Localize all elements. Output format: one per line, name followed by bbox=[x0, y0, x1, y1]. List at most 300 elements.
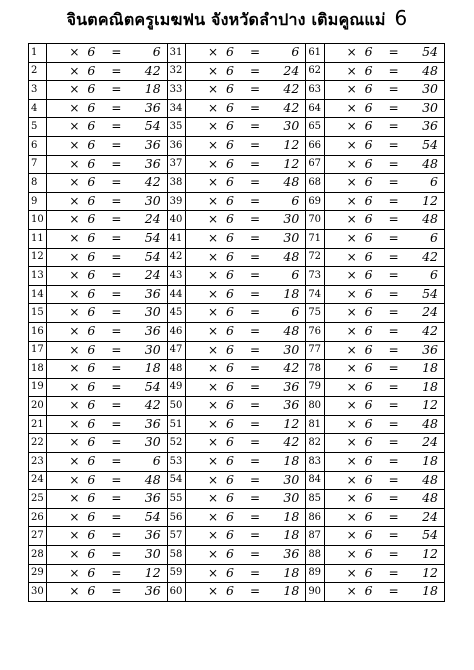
table-row bbox=[29, 397, 445, 416]
problem-number: 5 bbox=[29, 118, 47, 137]
problem-number: 90 bbox=[306, 583, 324, 602]
problem-expression bbox=[324, 341, 444, 360]
equals-sign: = bbox=[111, 342, 122, 357]
problem-number: 47 bbox=[167, 341, 185, 360]
product-value: 48 bbox=[422, 415, 438, 431]
times-sign: × bbox=[208, 565, 219, 580]
multiplier: 6 bbox=[87, 471, 96, 487]
times-sign: × bbox=[208, 454, 219, 469]
product-value: 12 bbox=[422, 192, 438, 208]
problem-number: 77 bbox=[306, 341, 324, 360]
problem-expression bbox=[47, 267, 167, 286]
equals-sign: = bbox=[388, 454, 399, 469]
problem-number: 76 bbox=[306, 322, 324, 341]
problem-expression bbox=[186, 397, 306, 416]
equals-sign: = bbox=[250, 454, 261, 469]
multiplier: 6 bbox=[364, 44, 373, 59]
problem-number: 36 bbox=[167, 136, 185, 155]
problem-expression bbox=[47, 322, 167, 341]
times-sign: × bbox=[346, 268, 357, 283]
times-sign: × bbox=[346, 82, 357, 97]
equals-sign: = bbox=[388, 137, 399, 152]
problem-number: 13 bbox=[29, 267, 47, 286]
problem-number: 59 bbox=[167, 564, 185, 583]
problem-number: 43 bbox=[167, 267, 185, 286]
multiplier: 6 bbox=[87, 341, 96, 357]
table-row bbox=[29, 583, 445, 602]
multiplier: 6 bbox=[87, 546, 96, 562]
table-row bbox=[29, 211, 445, 230]
equals-sign: = bbox=[388, 100, 399, 115]
multiplier: 6 bbox=[87, 285, 96, 301]
multiplier: 6 bbox=[364, 378, 373, 394]
problem-number: 15 bbox=[29, 304, 47, 323]
equals-sign: = bbox=[250, 435, 261, 450]
equals-sign: = bbox=[388, 268, 399, 283]
product-value: 12 bbox=[283, 155, 300, 171]
problem-expression bbox=[186, 267, 306, 286]
product-value: 48 bbox=[144, 471, 161, 487]
problem-number: 62 bbox=[306, 62, 324, 81]
table-row bbox=[29, 564, 445, 583]
product-value: 30 bbox=[283, 341, 300, 357]
product-value: 48 bbox=[422, 471, 438, 487]
product-value: 18 bbox=[283, 583, 300, 599]
product-value: 48 bbox=[422, 155, 438, 171]
problem-number: 57 bbox=[167, 527, 185, 546]
problem-expression bbox=[186, 527, 306, 546]
table-row bbox=[29, 322, 445, 341]
multiplier: 6 bbox=[364, 229, 373, 245]
equals-sign: = bbox=[250, 193, 261, 208]
product-value: 42 bbox=[283, 81, 300, 97]
problem-expression bbox=[324, 508, 444, 527]
problem-expression bbox=[324, 211, 444, 230]
multiplier: 6 bbox=[226, 81, 234, 97]
product-value: 18 bbox=[422, 360, 438, 376]
product-value: 6 bbox=[291, 44, 300, 59]
product-value: 30 bbox=[283, 471, 300, 487]
problem-expression bbox=[324, 490, 444, 509]
times-sign: × bbox=[69, 528, 80, 543]
product-value: 12 bbox=[422, 546, 438, 562]
multiplier: 6 bbox=[364, 304, 373, 320]
times-sign: × bbox=[346, 565, 357, 580]
multiplier: 6 bbox=[226, 304, 234, 320]
product-value: 42 bbox=[144, 397, 161, 413]
product-value: 54 bbox=[144, 248, 161, 264]
times-sign: × bbox=[208, 45, 219, 59]
title-number: 6 bbox=[394, 6, 408, 30]
problem-expression bbox=[324, 118, 444, 137]
times-sign: × bbox=[346, 472, 357, 487]
multiplier: 6 bbox=[226, 564, 234, 580]
problem-expression bbox=[186, 546, 306, 565]
times-sign: × bbox=[69, 249, 80, 264]
times-sign: × bbox=[208, 416, 219, 431]
multiplier: 6 bbox=[226, 508, 234, 524]
table-row bbox=[29, 453, 445, 472]
table-row bbox=[29, 229, 445, 248]
product-value: 36 bbox=[144, 322, 161, 338]
problem-expression bbox=[186, 248, 306, 267]
equals-sign: = bbox=[250, 119, 261, 134]
multiplier: 6 bbox=[364, 155, 373, 171]
problem-number: 20 bbox=[29, 397, 47, 416]
multiplier: 6 bbox=[226, 453, 234, 469]
table-row bbox=[29, 81, 445, 100]
equals-sign: = bbox=[250, 175, 261, 190]
problem-number: 48 bbox=[167, 360, 185, 379]
times-sign: × bbox=[346, 230, 357, 245]
times-sign: × bbox=[346, 528, 357, 543]
problem-number: 89 bbox=[306, 564, 324, 583]
times-sign: × bbox=[208, 361, 219, 376]
problem-number: 38 bbox=[167, 174, 185, 193]
multiplier: 6 bbox=[87, 155, 96, 171]
problem-number: 11 bbox=[29, 229, 47, 248]
product-value: 6 bbox=[430, 229, 438, 245]
multiplier: 6 bbox=[364, 360, 373, 376]
equals-sign: = bbox=[250, 305, 261, 320]
product-value: 54 bbox=[144, 118, 161, 134]
product-value: 54 bbox=[144, 378, 161, 394]
equals-sign: = bbox=[111, 268, 122, 283]
times-sign: × bbox=[69, 361, 80, 376]
product-value: 54 bbox=[144, 229, 161, 245]
problem-number: 85 bbox=[306, 490, 324, 509]
multiplication-worksheet bbox=[28, 43, 445, 602]
times-sign: × bbox=[69, 342, 80, 357]
product-value: 24 bbox=[283, 62, 300, 78]
problem-number: 30 bbox=[29, 583, 47, 602]
equals-sign: = bbox=[388, 584, 399, 599]
problem-expression bbox=[324, 44, 444, 63]
problem-expression bbox=[324, 434, 444, 453]
problem-number: 69 bbox=[306, 192, 324, 211]
multiplier: 6 bbox=[87, 378, 96, 394]
problem-number: 32 bbox=[167, 62, 185, 81]
product-value: 48 bbox=[422, 490, 438, 506]
problem-number: 58 bbox=[167, 546, 185, 565]
equals-sign: = bbox=[250, 491, 261, 506]
product-value: 42 bbox=[422, 248, 438, 264]
equals-sign: = bbox=[250, 584, 261, 599]
product-value: 6 bbox=[430, 267, 438, 283]
multiplier: 6 bbox=[364, 564, 373, 580]
equals-sign: = bbox=[111, 212, 122, 227]
problem-expression bbox=[186, 192, 306, 211]
equals-sign: = bbox=[250, 268, 261, 283]
product-value: 42 bbox=[283, 434, 300, 450]
equals-sign: = bbox=[388, 305, 399, 320]
problem-number: 42 bbox=[167, 248, 185, 267]
equals-sign: = bbox=[111, 584, 122, 599]
multiplier: 6 bbox=[364, 192, 373, 208]
equals-sign: = bbox=[388, 230, 399, 245]
times-sign: × bbox=[69, 63, 80, 78]
problem-number: 17 bbox=[29, 341, 47, 360]
multiplier: 6 bbox=[364, 583, 373, 599]
equals-sign: = bbox=[388, 63, 399, 78]
multiplier: 6 bbox=[364, 471, 373, 487]
problem-expression bbox=[324, 62, 444, 81]
problem-expression bbox=[324, 471, 444, 490]
times-sign: × bbox=[346, 175, 357, 190]
times-sign: × bbox=[346, 509, 357, 524]
times-sign: × bbox=[69, 435, 80, 450]
product-value: 6 bbox=[291, 304, 300, 320]
problem-number: 55 bbox=[167, 490, 185, 509]
multiplier: 6 bbox=[226, 583, 234, 599]
table-row bbox=[29, 490, 445, 509]
times-sign: × bbox=[69, 509, 80, 524]
equals-sign: = bbox=[250, 286, 261, 301]
page-title bbox=[0, 6, 474, 33]
problem-expression bbox=[47, 583, 167, 602]
equals-sign: = bbox=[111, 379, 122, 394]
equals-sign: = bbox=[250, 230, 261, 245]
problem-number: 64 bbox=[306, 99, 324, 118]
multiplier: 6 bbox=[364, 546, 373, 562]
problem-number: 9 bbox=[29, 192, 47, 211]
equals-sign: = bbox=[111, 398, 122, 413]
equals-sign: = bbox=[111, 509, 122, 524]
problem-number: 73 bbox=[306, 267, 324, 286]
product-value: 30 bbox=[422, 81, 438, 97]
problem-expression bbox=[47, 192, 167, 211]
multiplier: 6 bbox=[226, 136, 234, 152]
product-value: 18 bbox=[144, 360, 161, 376]
problem-expression bbox=[186, 118, 306, 137]
multiplier: 6 bbox=[87, 267, 96, 283]
times-sign: × bbox=[69, 45, 80, 59]
multiplier: 6 bbox=[226, 546, 234, 562]
product-value: 30 bbox=[283, 229, 300, 245]
problem-number: 14 bbox=[29, 285, 47, 304]
product-value: 6 bbox=[291, 192, 300, 208]
equals-sign: = bbox=[388, 342, 399, 357]
product-value: 48 bbox=[283, 174, 300, 190]
equals-sign: = bbox=[250, 63, 261, 78]
problem-expression bbox=[47, 397, 167, 416]
multiplier: 6 bbox=[87, 211, 96, 227]
problem-expression bbox=[324, 397, 444, 416]
times-sign: × bbox=[208, 82, 219, 97]
multiplier: 6 bbox=[226, 267, 234, 283]
problem-number: 4 bbox=[29, 99, 47, 118]
problem-number: 35 bbox=[167, 118, 185, 137]
multiplier: 6 bbox=[226, 248, 234, 264]
problem-expression bbox=[324, 136, 444, 155]
times-sign: × bbox=[346, 305, 357, 320]
problem-expression bbox=[47, 360, 167, 379]
problem-expression bbox=[47, 118, 167, 137]
problem-number: 21 bbox=[29, 415, 47, 434]
multiplier: 6 bbox=[226, 378, 234, 394]
problem-expression bbox=[186, 174, 306, 193]
equals-sign: = bbox=[250, 472, 261, 487]
times-sign: × bbox=[346, 491, 357, 506]
multiplier: 6 bbox=[364, 174, 373, 190]
table-row bbox=[29, 434, 445, 453]
equals-sign: = bbox=[388, 45, 399, 59]
equals-sign: = bbox=[388, 472, 399, 487]
problem-expression bbox=[47, 508, 167, 527]
problem-expression bbox=[186, 564, 306, 583]
times-sign: × bbox=[69, 491, 80, 506]
product-value: 18 bbox=[283, 285, 300, 301]
times-sign: × bbox=[208, 249, 219, 264]
product-value: 54 bbox=[422, 136, 438, 152]
product-value: 30 bbox=[283, 118, 300, 134]
times-sign: × bbox=[346, 63, 357, 78]
equals-sign: = bbox=[250, 509, 261, 524]
problem-expression bbox=[186, 99, 306, 118]
problem-number: 45 bbox=[167, 304, 185, 323]
table-row bbox=[29, 118, 445, 137]
times-sign: × bbox=[69, 323, 80, 338]
equals-sign: = bbox=[388, 82, 399, 97]
times-sign: × bbox=[346, 584, 357, 599]
times-sign: × bbox=[346, 342, 357, 357]
times-sign: × bbox=[69, 100, 80, 115]
problem-expression bbox=[324, 174, 444, 193]
equals-sign: = bbox=[388, 416, 399, 431]
times-sign: × bbox=[69, 547, 80, 562]
times-sign: × bbox=[346, 435, 357, 450]
problem-expression bbox=[47, 564, 167, 583]
problem-expression bbox=[47, 527, 167, 546]
problem-number: 1 bbox=[29, 44, 47, 63]
problem-number: 46 bbox=[167, 322, 185, 341]
problem-expression bbox=[186, 583, 306, 602]
equals-sign: = bbox=[111, 137, 122, 152]
product-value: 30 bbox=[144, 341, 161, 357]
times-sign: × bbox=[208, 230, 219, 245]
times-sign: × bbox=[346, 212, 357, 227]
multiplier: 6 bbox=[87, 118, 96, 134]
problem-expression bbox=[47, 81, 167, 100]
times-sign: × bbox=[208, 379, 219, 394]
times-sign: × bbox=[69, 212, 80, 227]
problem-number: 70 bbox=[306, 211, 324, 230]
problem-expression bbox=[47, 304, 167, 323]
problem-expression bbox=[324, 415, 444, 434]
table-row bbox=[29, 508, 445, 527]
equals-sign: = bbox=[250, 416, 261, 431]
times-sign: × bbox=[346, 379, 357, 394]
problem-number: 18 bbox=[29, 360, 47, 379]
problem-expression bbox=[47, 546, 167, 565]
times-sign: × bbox=[346, 119, 357, 134]
problem-number: 25 bbox=[29, 490, 47, 509]
multiplier: 6 bbox=[87, 527, 96, 543]
multiplier: 6 bbox=[87, 322, 96, 338]
product-value: 36 bbox=[144, 99, 161, 115]
multiplier: 6 bbox=[87, 415, 96, 431]
table-row bbox=[29, 62, 445, 81]
times-sign: × bbox=[346, 361, 357, 376]
product-value: 12 bbox=[144, 564, 161, 580]
problem-expression bbox=[324, 192, 444, 211]
product-value: 30 bbox=[144, 434, 161, 450]
equals-sign: = bbox=[111, 528, 122, 543]
product-value: 30 bbox=[283, 211, 300, 227]
problem-number: 44 bbox=[167, 285, 185, 304]
equals-sign: = bbox=[111, 230, 122, 245]
equals-sign: = bbox=[388, 361, 399, 376]
equals-sign: = bbox=[250, 156, 261, 171]
multiplier: 6 bbox=[226, 62, 234, 78]
problem-number: 72 bbox=[306, 248, 324, 267]
product-value: 24 bbox=[144, 211, 161, 227]
problem-expression bbox=[186, 453, 306, 472]
problem-number: 31 bbox=[167, 44, 185, 63]
table-row bbox=[29, 155, 445, 174]
times-sign: × bbox=[69, 379, 80, 394]
product-value: 42 bbox=[422, 322, 438, 338]
problem-number: 68 bbox=[306, 174, 324, 193]
times-sign: × bbox=[346, 286, 357, 301]
problem-number: 50 bbox=[167, 397, 185, 416]
equals-sign: = bbox=[388, 156, 399, 171]
problem-number: 51 bbox=[167, 415, 185, 434]
table-row bbox=[29, 248, 445, 267]
product-value: 36 bbox=[283, 397, 300, 413]
equals-sign: = bbox=[111, 323, 122, 338]
problem-expression bbox=[186, 155, 306, 174]
table-row bbox=[29, 174, 445, 193]
times-sign: × bbox=[208, 491, 219, 506]
equals-sign: = bbox=[250, 45, 261, 59]
problem-expression bbox=[47, 490, 167, 509]
equals-sign: = bbox=[250, 528, 261, 543]
product-value: 42 bbox=[144, 62, 161, 78]
product-value: 54 bbox=[422, 285, 438, 301]
product-value: 54 bbox=[422, 527, 438, 543]
title-text: จินตคณิตครูเมฆฟน จังหวัดลำปาง เติมคูณแม่ bbox=[66, 10, 386, 29]
multiplier: 6 bbox=[226, 490, 234, 506]
problem-expression bbox=[47, 415, 167, 434]
table-row bbox=[29, 44, 445, 63]
problem-expression bbox=[324, 564, 444, 583]
multiplier: 6 bbox=[226, 155, 234, 171]
product-value: 18 bbox=[422, 453, 438, 469]
problem-expression bbox=[47, 229, 167, 248]
worksheet-body bbox=[29, 44, 445, 602]
product-value: 48 bbox=[422, 211, 438, 227]
times-sign: × bbox=[208, 547, 219, 562]
equals-sign: = bbox=[250, 398, 261, 413]
product-value: 18 bbox=[422, 378, 438, 394]
equals-sign: = bbox=[111, 82, 122, 97]
equals-sign: = bbox=[250, 82, 261, 97]
problem-number: 78 bbox=[306, 360, 324, 379]
equals-sign: = bbox=[250, 137, 261, 152]
multiplier: 6 bbox=[226, 397, 234, 413]
multiplier: 6 bbox=[364, 490, 373, 506]
times-sign: × bbox=[69, 268, 80, 283]
problem-expression bbox=[186, 341, 306, 360]
multiplier: 6 bbox=[364, 81, 373, 97]
problem-expression bbox=[47, 136, 167, 155]
equals-sign: = bbox=[111, 193, 122, 208]
table-row bbox=[29, 285, 445, 304]
equals-sign: = bbox=[111, 45, 122, 59]
problem-number: 27 bbox=[29, 527, 47, 546]
problem-expression bbox=[47, 341, 167, 360]
